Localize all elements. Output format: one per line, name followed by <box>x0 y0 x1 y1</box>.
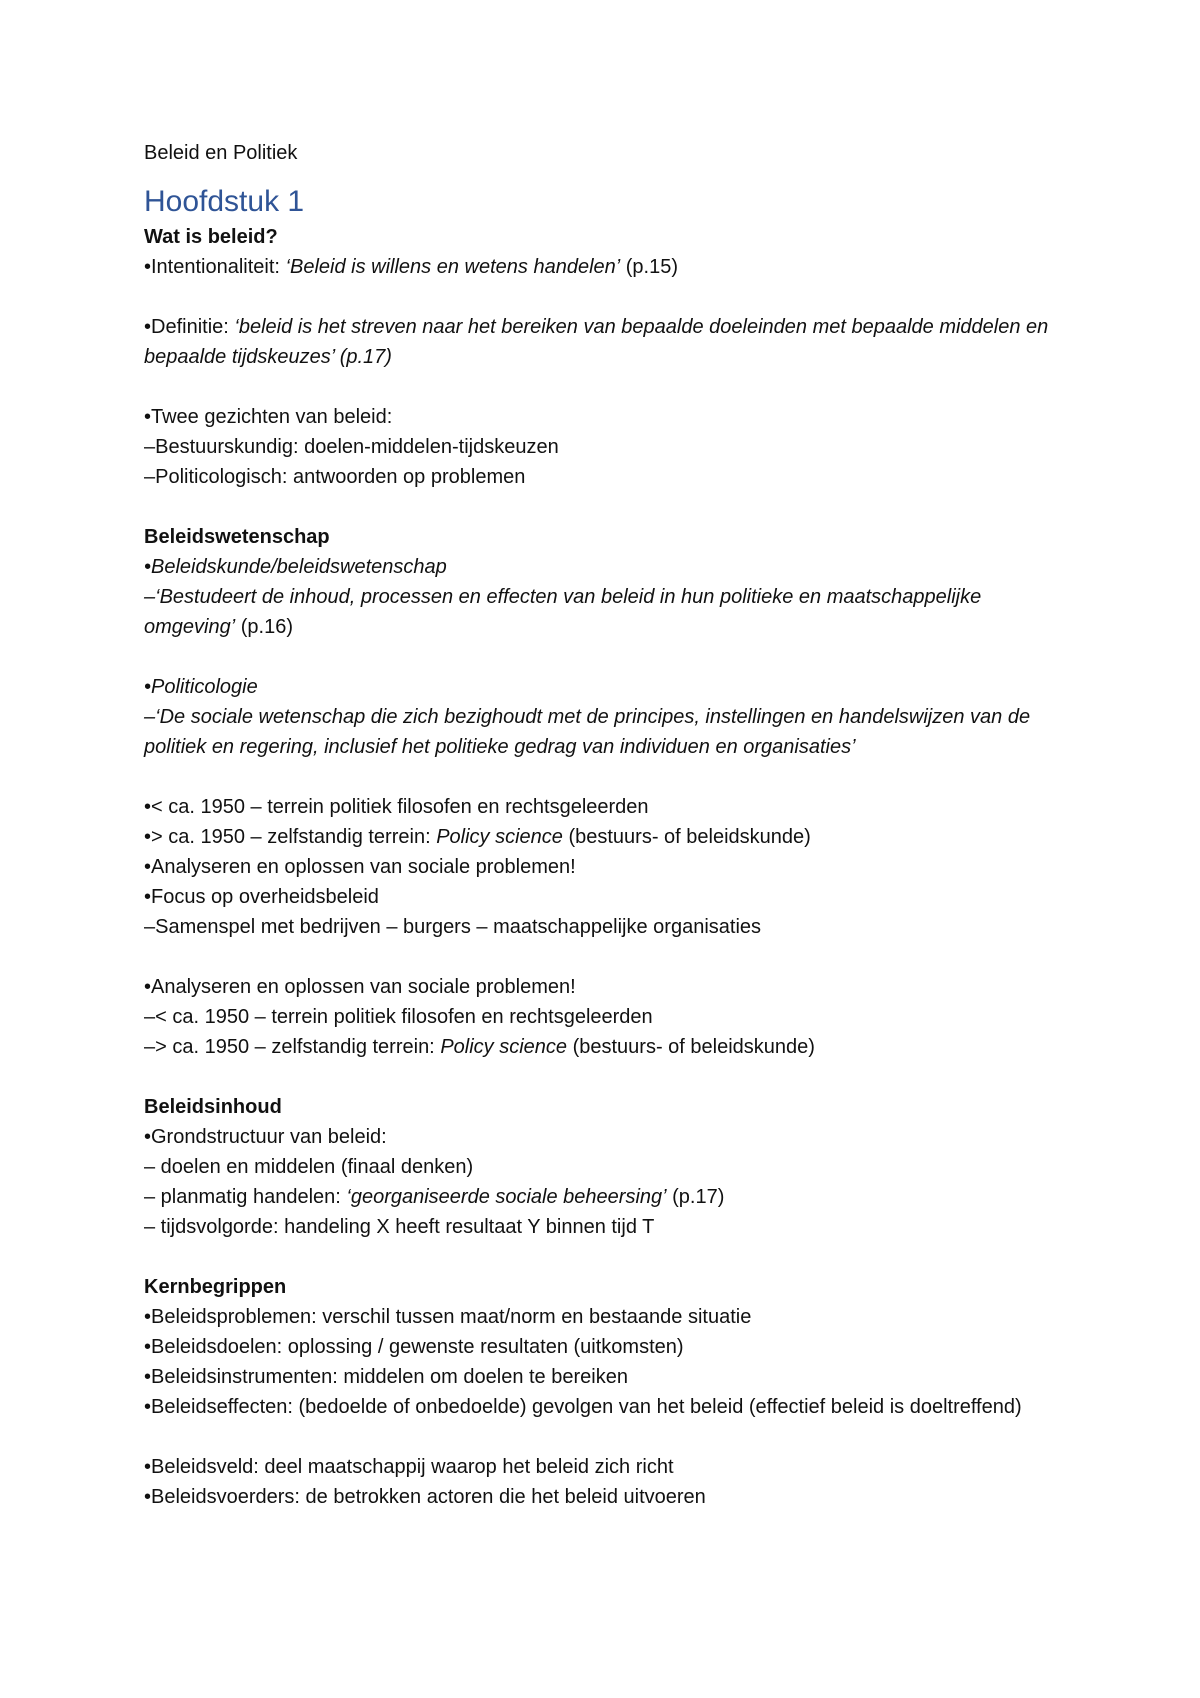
politicologie-line-2: –‘De sociale wetenschap die zich bezighoudt met de principes, instellingen en handelswijzen van de politiek en regering, inclusief het politieke gedrag van individuen en organisaties’ <box>144 706 1031 758</box>
list-item-text: (bestuurs- of beleidskunde) <box>567 1036 815 1058</box>
list-item: •Beleidseffecten: (bedoelde of onbedoelde) gevolgen van het beleid (effectief beleid is doeltreffend) <box>144 1396 1022 1418</box>
beleidskunde-line-1: •Beleidskunde/beleidswetenschap <box>144 556 447 578</box>
politicologie-line-1: •Politicologie <box>144 676 258 698</box>
list-item: •Beleidsproblemen: verschil tussen maat/norm en bestaande situatie <box>144 1306 752 1328</box>
list-item-text: – planmatig handelen: <box>144 1186 347 1208</box>
gezichten-line-3: –Politicologisch: antwoorden op problemen <box>144 466 526 488</box>
definitie-block <box>144 312 1064 372</box>
section-heading-beleidsinhoud: Beleidsinhoud <box>144 1096 282 1118</box>
policy-science-term: Policy science <box>440 1036 568 1058</box>
gezichten-line-2: –Bestuurskundig: doelen-middelen-tijdskeuzen <box>144 436 559 458</box>
list-item: •Grondstructuur van beleid: <box>144 1126 387 1148</box>
kernbegrippen-block-1 <box>144 1302 1064 1422</box>
kernbegrippen-block-2 <box>144 1452 1064 1512</box>
list-item: •Beleidsdoelen: oplossing / gewenste resultaten (uitkomsten) <box>144 1336 684 1358</box>
list-item: –Samenspel met bedrijven – burgers – maatschappelijke organisaties <box>144 916 762 938</box>
beleidskunde-line-2 <box>144 582 1064 642</box>
document-page <box>144 138 1064 1512</box>
intentionaliteit-quote: ‘Beleid is willens en wetens handelen’ <box>285 256 621 278</box>
beleidskunde-ref: (p.16) <box>235 616 293 638</box>
beheersing-quote: ‘georganiseerde sociale beheersing’ <box>346 1186 667 1208</box>
section-heading-kernbegrippen: Kernbegrippen <box>144 1276 287 1298</box>
list-item: •Beleidsinstrumenten: middelen om doelen te bereiken <box>144 1366 628 1388</box>
beleidskunde-block <box>144 552 1064 642</box>
intentionaliteit-line <box>144 252 1064 282</box>
list-item: •Analyseren en oplossen van sociale problemen! <box>144 856 576 878</box>
intentionaliteit-block <box>144 252 1064 282</box>
intentionaliteit-label: •Intentionaliteit: <box>144 256 286 278</box>
chapter-heading: Hoofdstuk 1 <box>144 185 305 218</box>
intentionaliteit-ref: (p.15) <box>620 256 679 278</box>
gezichten-line-1: •Twee gezichten van beleid: <box>144 406 393 428</box>
list-item: – doelen en middelen (finaal denken) <box>144 1156 474 1178</box>
list-item: – tijdsvolgorde: handeling X heeft resultaat Y binnen tijd T <box>144 1216 655 1238</box>
list-item: •Beleidsveld: deel maatschappij waarop het beleid zich richt <box>144 1456 674 1478</box>
list-item-text: (p.17) <box>666 1186 725 1208</box>
definitie-line <box>144 312 1064 372</box>
list-item: –< ca. 1950 – terrein politiek filosofen en rechtsgeleerden <box>144 1006 653 1028</box>
document-title: Beleid en Politiek <box>144 142 298 164</box>
beleidskunde-quote: –‘Bestudeert de inhoud, processen en effecten van beleid in hun politieke en maatschappelijke omgeving’ <box>144 586 982 638</box>
history-list-1 <box>144 792 1064 942</box>
section-heading-beleidswetenschap: Beleidswetenschap <box>144 526 330 548</box>
politicologie-block <box>144 672 1064 762</box>
list-item: •Focus op overheidsbeleid <box>144 886 379 908</box>
definitie-quote: ‘beleid is het streven naar het bereiken van bepaalde doeleinden met bepaalde middelen en bepaalde tijdskeuzes’ (p.17) <box>144 316 1049 368</box>
list-item-text: (bestuurs- of beleidskunde) <box>562 826 811 848</box>
list-item: •< ca. 1950 – terrein politiek filosofen en rechtsgeleerden <box>144 796 649 818</box>
section-heading-wat-is-beleid: Wat is beleid? <box>144 226 278 248</box>
beleidsinhoud-block <box>144 1122 1064 1242</box>
list-item: •Beleidsvoerders: de betrokken actoren die het beleid uitvoeren <box>144 1486 706 1508</box>
list-item-text: •> ca. 1950 – zelfstandig terrein: <box>144 826 437 848</box>
history-list-2 <box>144 972 1064 1062</box>
list-item <box>144 1032 1064 1062</box>
list-item <box>144 1182 1064 1212</box>
list-item <box>144 822 1064 852</box>
policy-science-term: Policy science <box>436 826 563 848</box>
definitie-label: •Definitie: <box>144 316 235 338</box>
gezichten-block <box>144 402 1064 492</box>
list-item: •Analyseren en oplossen van sociale problemen! <box>144 976 576 998</box>
list-item-text: –> ca. 1950 – zelfstandig terrein: <box>144 1036 441 1058</box>
